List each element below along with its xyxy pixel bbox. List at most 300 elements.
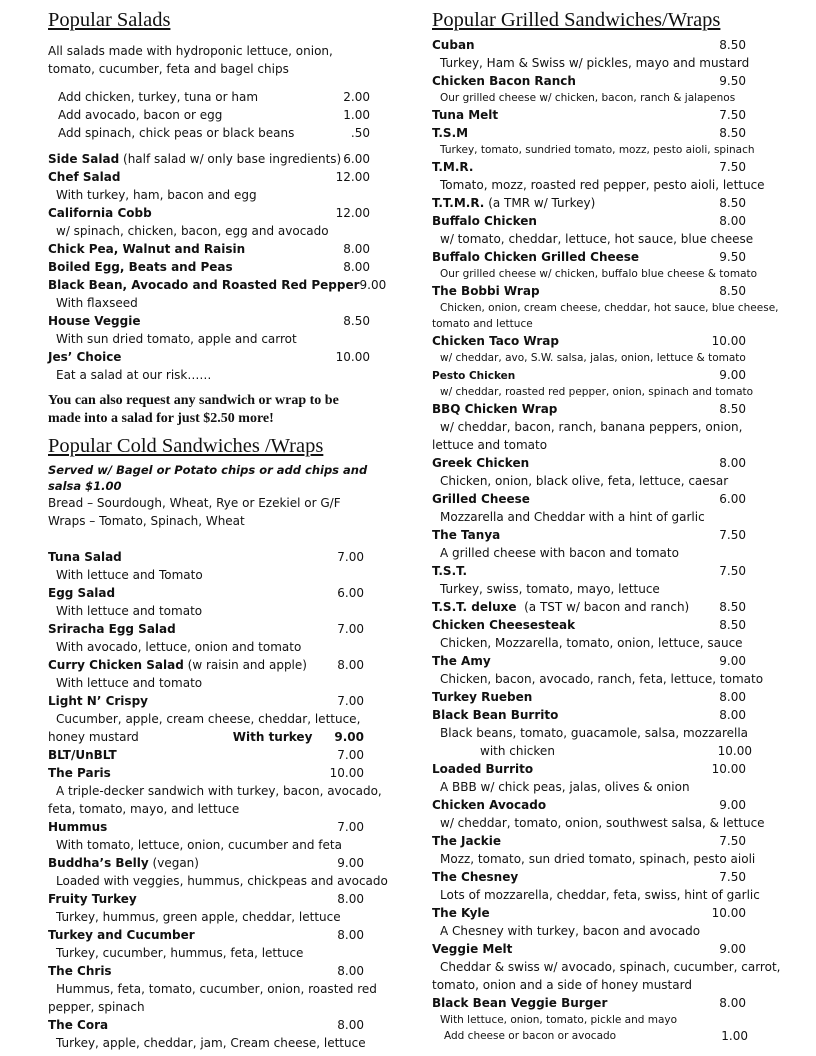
item-name: Turkey Rueben	[432, 690, 533, 704]
salad-addons	[48, 88, 388, 142]
item-name: The Amy	[432, 654, 491, 668]
burrito-chicken-price: 10.00	[717, 744, 752, 758]
item-description: A grilled cheese with bacon and tomato	[440, 546, 679, 560]
item-title	[432, 194, 595, 212]
item-price: 10.00	[335, 350, 370, 364]
item-price: 9.00	[337, 856, 364, 870]
item-title	[432, 490, 530, 508]
menu-item	[432, 282, 782, 332]
menu-item-row	[432, 366, 782, 384]
item-description: Eat a salad at our risk……	[56, 368, 212, 382]
menu-item	[48, 746, 388, 764]
menu-item-row	[48, 584, 388, 602]
menu-item-row	[432, 616, 782, 634]
menu-item	[48, 692, 388, 746]
menu-item-row	[432, 212, 782, 230]
item-name: Hummus	[48, 820, 108, 834]
menu-item-row	[432, 706, 782, 724]
item-title	[48, 168, 120, 186]
menu-item	[432, 332, 782, 366]
menu-item-row	[432, 194, 782, 212]
addon-price: .50	[350, 126, 370, 140]
item-description: Black beans, tomato, guacamole, salsa, mozzarella	[440, 726, 749, 740]
item-price: 8.00	[337, 964, 364, 978]
item-name: The Cora	[48, 1018, 109, 1032]
item-title	[432, 366, 515, 384]
menu-item-row	[48, 258, 388, 276]
item-title	[48, 962, 112, 980]
addon-row	[48, 88, 388, 106]
item-name: T.S.M	[432, 126, 469, 140]
item-name: Chick Pea, Walnut and Raisin	[48, 242, 246, 256]
item-title	[48, 656, 307, 674]
item-name: Light N’ Crispy	[48, 694, 148, 708]
item-description: Mozz, tomato, sun dried tomato, spinach, pesto aioli	[440, 852, 756, 866]
menu-item	[432, 400, 782, 454]
menu-item-row	[432, 526, 782, 544]
item-name: Grilled Cheese	[432, 492, 530, 506]
item-name: Buffalo Chicken	[432, 214, 537, 228]
menu-item	[432, 124, 782, 158]
menu-item-row	[48, 692, 388, 710]
menu-item-row	[48, 276, 388, 294]
menu-item-row	[432, 400, 782, 418]
item-description: A triple-decker sandwich with turkey, bacon, avocado, feta, tomato, mayo, and lettuce	[48, 784, 382, 816]
item-price: 9.00	[719, 654, 746, 668]
item-title	[48, 584, 115, 602]
item-title	[48, 1016, 108, 1034]
menu-item-row	[48, 746, 388, 764]
item-title	[432, 598, 689, 616]
item-price: 8.00	[719, 996, 746, 1010]
menu-item	[432, 366, 782, 400]
grilled-heading: Popular Grilled Sandwiches/Wraps	[432, 9, 721, 31]
menu-item-row	[432, 106, 782, 124]
item-description: Turkey, hummus, green apple, cheddar, lettuce	[56, 910, 341, 924]
item-description: Loaded with veggies, hummus, chickpeas and avocado	[56, 874, 388, 888]
menu-item	[432, 490, 782, 526]
menu-item-row	[48, 854, 388, 872]
item-price: 8.00	[337, 658, 364, 672]
item-description: With lettuce and tomato	[56, 604, 203, 618]
menu-item-row	[432, 940, 782, 958]
item-price: 8.00	[337, 1018, 364, 1032]
item-name: Pesto Chicken	[432, 370, 516, 382]
menu-item	[48, 620, 388, 656]
menu-item	[48, 854, 388, 890]
menu-item	[432, 616, 782, 652]
item-name: The Tanya	[432, 528, 501, 542]
item-description: Lots of mozzarella, cheddar, feta, swiss, hint of garlic	[440, 888, 760, 902]
item-description: Cheddar & swiss w/ avocado, spinach, cucumber, carrot, tomato, onion and a side of honey mustard	[432, 960, 781, 992]
menu-item	[48, 764, 388, 818]
item-price: 12.00	[335, 170, 370, 184]
item-note: (a TST w/ bacon and ranch)	[516, 600, 690, 614]
item-price: 8.00	[343, 260, 370, 274]
item-name: The Chesney	[432, 870, 519, 884]
item-name: The Bobbi Wrap	[432, 284, 540, 298]
item-name: Fruity Turkey	[48, 892, 137, 906]
menu-item	[432, 158, 782, 194]
item-description: Turkey, apple, cheddar, jam, Cream cheese, lettuce	[56, 1036, 366, 1050]
menu-item	[432, 760, 782, 796]
menu-item	[432, 994, 782, 1044]
menu-item-row	[48, 548, 388, 566]
salads-intro: All salads made with hydroponic lettuce, onion, tomato, cucumber, feta and bagel chips	[48, 44, 333, 76]
item-price: 7.00	[337, 550, 364, 564]
item-note: (w raisin and apple)	[183, 658, 307, 672]
menu-item	[432, 562, 782, 598]
item-price: 10.00	[329, 766, 364, 780]
menu-item-row	[48, 240, 388, 258]
item-name: Boiled Egg, Beats and Peas	[48, 260, 233, 274]
item-price: 8.50	[719, 402, 746, 416]
menu-item-row	[48, 818, 388, 836]
menu-item	[432, 904, 782, 940]
item-price: 9.50	[719, 250, 746, 264]
menu-item-row	[48, 348, 388, 366]
item-name: Buddha’s Belly	[48, 856, 149, 870]
item-price: 7.50	[719, 160, 746, 174]
item-title	[48, 348, 121, 366]
item-description: Our grilled cheese w/ chicken, buffalo blue cheese & tomato	[440, 268, 758, 280]
item-price: 8.50	[719, 126, 746, 140]
item-name: Black Bean Veggie Burger	[432, 996, 608, 1010]
item-title	[432, 760, 533, 778]
menu-item-row	[432, 248, 782, 266]
item-title	[48, 764, 111, 782]
item-price: 8.50	[719, 618, 746, 632]
item-name: T.S.T. deluxe	[432, 600, 517, 614]
item-name: Tuna Melt	[432, 108, 499, 122]
item-name: The Chris	[48, 964, 112, 978]
menu-item-row	[48, 656, 388, 674]
addon-price: 2.00	[343, 90, 370, 104]
item-title	[432, 72, 576, 90]
item-description: w/ cheddar, bacon, ranch, banana peppers, onion, lettuce and tomato	[432, 420, 743, 452]
item-price: 7.50	[719, 108, 746, 122]
item-price: 7.50	[719, 564, 746, 578]
burrito-chicken-label: with chicken	[480, 744, 555, 758]
cold-breads: Bread – Sourdough, Wheat, Rye or Ezekiel or G/F Wraps – Tomato, Spinach, Wheat	[48, 496, 341, 528]
item-title	[48, 258, 233, 276]
menu-item	[432, 832, 782, 868]
addon-price: 1.00	[343, 108, 370, 122]
item-price: 8.50	[719, 38, 746, 52]
item-description: Turkey, Ham & Swiss w/ pickles, mayo and mustard	[440, 56, 750, 70]
burger-addon-price: 1.00	[721, 1029, 748, 1043]
item-price: 8.00	[719, 456, 746, 470]
menu-item	[432, 940, 782, 994]
menu-item-row	[48, 312, 388, 330]
menu-item-row	[432, 124, 782, 142]
item-price: 8.50	[343, 314, 370, 328]
menu-item	[48, 926, 388, 962]
item-description: Hummus, feta, tomato, cucumber, onion, roasted red pepper, spinach	[48, 982, 377, 1014]
menu-item-row	[432, 652, 782, 670]
turkey-option-price: 9.00	[334, 730, 364, 744]
menu-item-row	[432, 688, 782, 706]
item-price: 9.00	[359, 278, 387, 292]
left-column	[48, 8, 388, 1052]
item-price: 8.00	[337, 928, 364, 942]
menu-item-row	[48, 150, 388, 168]
item-title	[432, 212, 537, 230]
item-price: 9.00	[719, 942, 746, 956]
menu-item-row	[432, 454, 782, 472]
burger-addon-label: Add cheese or bacon or avocado	[444, 1030, 617, 1042]
item-price: 12.00	[335, 206, 370, 220]
item-name: T.M.R.	[432, 160, 474, 174]
item-description: w/ cheddar, roasted red pepper, onion, spinach and tomato	[440, 386, 754, 398]
menu-item-row	[432, 994, 782, 1012]
item-price: 7.50	[719, 528, 746, 542]
item-description: With lettuce and Tomato	[56, 568, 203, 582]
menu-item-row	[432, 562, 782, 580]
menu-item	[48, 150, 388, 168]
menu-item	[432, 688, 782, 706]
item-title	[432, 904, 490, 922]
item-title	[48, 204, 152, 222]
item-description: With tomato, lettuce, onion, cucumber and feta	[56, 838, 342, 852]
menu-item-row	[48, 926, 388, 944]
addon-label: Add avocado, bacon or egg	[58, 108, 223, 122]
item-description: Mozzarella and Cheddar with a hint of garlic	[440, 510, 705, 524]
menu-item	[48, 240, 388, 258]
menu-item-row	[432, 832, 782, 850]
menu-item	[432, 868, 782, 904]
menu-item	[432, 652, 782, 688]
menu-item-row	[432, 158, 782, 176]
item-price: 7.00	[337, 694, 364, 708]
item-name: Sriracha Egg Salad	[48, 622, 176, 636]
item-description: Turkey, tomato, sundried tomato, mozz, pesto aioli, spinach	[440, 144, 755, 156]
item-description: w/ tomato, cheddar, lettuce, hot sauce, blue cheese	[440, 232, 754, 246]
item-price: 6.00	[337, 586, 364, 600]
menu-item-row	[432, 72, 782, 90]
item-name: Black Bean, Avocado and Roasted Red Pepper	[48, 278, 360, 292]
item-name: Curry Chicken Salad	[48, 658, 184, 672]
menu-item	[48, 962, 388, 1016]
item-name: Greek Chicken	[432, 456, 530, 470]
item-name: Tuna Salad	[48, 550, 122, 564]
menu-item-row	[48, 890, 388, 908]
menu-item	[48, 276, 388, 312]
item-price: 7.00	[337, 748, 364, 762]
burger-addon-row	[432, 1028, 782, 1044]
item-price: 9.00	[719, 798, 746, 812]
addon-label: Add spinach, chick peas or black beans	[58, 126, 295, 140]
item-title	[432, 796, 546, 814]
menu-item	[48, 168, 388, 204]
menu-item	[48, 656, 388, 692]
item-price: 7.00	[337, 820, 364, 834]
item-title	[48, 312, 141, 330]
item-name: BBQ Chicken Wrap	[432, 402, 558, 416]
item-note: (half salad w/ only base ingredients)	[119, 152, 342, 166]
item-title	[432, 454, 529, 472]
item-title	[48, 854, 199, 872]
item-description: With turkey, ham, bacon and egg	[56, 188, 257, 202]
item-price: 6.00	[343, 152, 370, 166]
item-name: Chicken Avocado	[432, 798, 547, 812]
item-title	[432, 652, 491, 670]
salads-heading: Popular Salads	[48, 9, 171, 31]
light-crispy-turkey-row	[48, 728, 388, 746]
menu-item-row	[48, 204, 388, 222]
item-name: T.S.T.	[432, 564, 468, 578]
addon-row	[48, 124, 388, 142]
item-title	[48, 150, 341, 168]
salad-list	[48, 150, 388, 384]
menu-item	[432, 526, 782, 562]
salad-footnote: You can also request any sandwich or wrap to be made into a salad for just $2.50 more!	[48, 393, 339, 426]
item-price: 9.00	[719, 368, 746, 382]
item-title	[48, 240, 245, 258]
menu-item	[432, 248, 782, 282]
item-description: honey mustard	[48, 730, 139, 744]
item-title	[432, 688, 532, 706]
item-title	[432, 994, 607, 1012]
item-title	[432, 400, 557, 418]
item-name: Veggie Melt	[432, 942, 513, 956]
item-title	[432, 248, 639, 266]
item-name: Buffalo Chicken Grilled Cheese	[432, 250, 640, 264]
menu-item	[48, 1016, 388, 1052]
menu-item	[432, 796, 782, 832]
item-title	[432, 832, 501, 850]
item-title	[48, 692, 148, 710]
item-note: (a TMR w/ Turkey)	[484, 196, 596, 210]
menu-item	[432, 72, 782, 106]
burrito-chicken-row	[432, 742, 782, 760]
item-description: Chicken, Mozzarella, tomato, onion, lettuce, sauce	[440, 636, 743, 650]
menu-item-row	[48, 620, 388, 638]
item-description: A BBB w/ chick peas, jalas, olives & onion	[440, 780, 690, 794]
addon-row	[48, 106, 388, 124]
addon-label: Add chicken, turkey, tuna or ham	[58, 90, 259, 104]
cold-served: Served w/ Bagel or Potato chips or add chips and salsa $1.00	[48, 463, 368, 493]
menu-item	[432, 194, 782, 212]
item-description: w/ cheddar, tomato, onion, southwest salsa, & lettuce	[440, 816, 765, 830]
item-price: 10.00	[711, 762, 746, 776]
item-name: Black Bean Burrito	[432, 708, 559, 722]
menu-item-row	[48, 168, 388, 186]
menu-item	[432, 598, 782, 616]
menu-item	[432, 106, 782, 124]
item-description: w/ spinach, chicken, bacon, egg and avocado	[56, 224, 329, 238]
item-description: Turkey, swiss, tomato, mayo, lettuce	[440, 582, 660, 596]
item-name: California Cobb	[48, 206, 152, 220]
item-title	[432, 616, 575, 634]
item-name: Side Salad	[48, 152, 120, 166]
menu-item-row	[432, 598, 782, 616]
item-title	[48, 818, 107, 836]
item-price: 10.00	[711, 906, 746, 920]
menu-item	[432, 706, 782, 760]
item-name: Loaded Burrito	[432, 762, 534, 776]
item-name: The Jackie	[432, 834, 501, 848]
item-description: With avocado, lettuce, onion and tomato	[56, 640, 302, 654]
item-price: 8.00	[719, 214, 746, 228]
item-price: 8.00	[343, 242, 370, 256]
menu-item	[432, 36, 782, 72]
item-title	[48, 926, 195, 944]
turkey-option-label: With turkey	[232, 730, 313, 744]
right-column	[432, 8, 782, 1044]
item-description: Chicken, onion, black olive, feta, lettuce, caesar	[440, 474, 729, 488]
item-name: Cuban	[432, 38, 475, 52]
item-name: Chef Salad	[48, 170, 121, 184]
item-name: Jes’ Choice	[48, 350, 122, 364]
item-title	[48, 548, 122, 566]
item-description: w/ cheddar, avo, S.W. salsa, jalas, onion, lettuce & tomato	[440, 352, 746, 364]
menu-item	[48, 890, 388, 926]
item-price: 8.50	[719, 284, 746, 298]
menu-item	[48, 584, 388, 620]
item-title	[432, 868, 518, 886]
item-title	[432, 332, 559, 350]
item-title	[432, 706, 558, 724]
item-description: Chicken, bacon, avocado, ranch, feta, lettuce, tomato	[440, 672, 764, 686]
menu-item	[48, 548, 388, 584]
item-price: 8.00	[719, 708, 746, 722]
item-note: (vegan)	[148, 856, 199, 870]
item-title	[432, 526, 500, 544]
menu-item-row	[432, 868, 782, 886]
item-title	[432, 106, 498, 124]
menu-item	[48, 204, 388, 240]
menu-item	[48, 312, 388, 348]
menu-item-row	[432, 490, 782, 508]
item-name: BLT/UnBLT	[48, 748, 117, 762]
menu-item	[432, 454, 782, 490]
grilled-list	[432, 36, 782, 1044]
item-title	[48, 276, 360, 294]
menu-item	[48, 818, 388, 854]
item-name: The Paris	[48, 766, 111, 780]
item-description: With flaxseed	[56, 296, 138, 310]
item-name: The Kyle	[432, 906, 490, 920]
item-name: Chicken Taco Wrap	[432, 334, 559, 348]
item-title	[432, 124, 468, 142]
item-description: With lettuce, onion, tomato, pickle and mayo	[440, 1014, 678, 1026]
item-description: Turkey, cucumber, hummus, feta, lettuce	[56, 946, 304, 960]
item-description: Our grilled cheese w/ chicken, bacon, ranch & jalapenos	[440, 92, 736, 104]
item-title	[48, 746, 117, 764]
menu-item	[432, 212, 782, 248]
cold-list	[48, 548, 388, 1052]
item-price: 6.00	[719, 492, 746, 506]
menu-item-row	[432, 332, 782, 350]
item-price: 8.50	[719, 600, 746, 614]
menu-item-row	[432, 36, 782, 54]
item-price: 7.00	[337, 622, 364, 636]
item-price: 7.50	[719, 834, 746, 848]
item-name: Chicken Bacon Ranch	[432, 74, 576, 88]
menu-item-row	[432, 282, 782, 300]
item-name: Turkey and Cucumber	[48, 928, 195, 942]
item-price: 9.50	[719, 74, 746, 88]
item-price: 8.00	[337, 892, 364, 906]
menu-item	[48, 258, 388, 276]
item-description: Chicken, onion, cream cheese, cheddar, hot sauce, blue cheese, tomato and lettuce	[432, 302, 779, 330]
item-title	[432, 562, 467, 580]
item-title	[48, 890, 137, 908]
menu-item-row	[48, 1016, 388, 1034]
menu-item-row	[432, 796, 782, 814]
item-title	[432, 282, 540, 300]
